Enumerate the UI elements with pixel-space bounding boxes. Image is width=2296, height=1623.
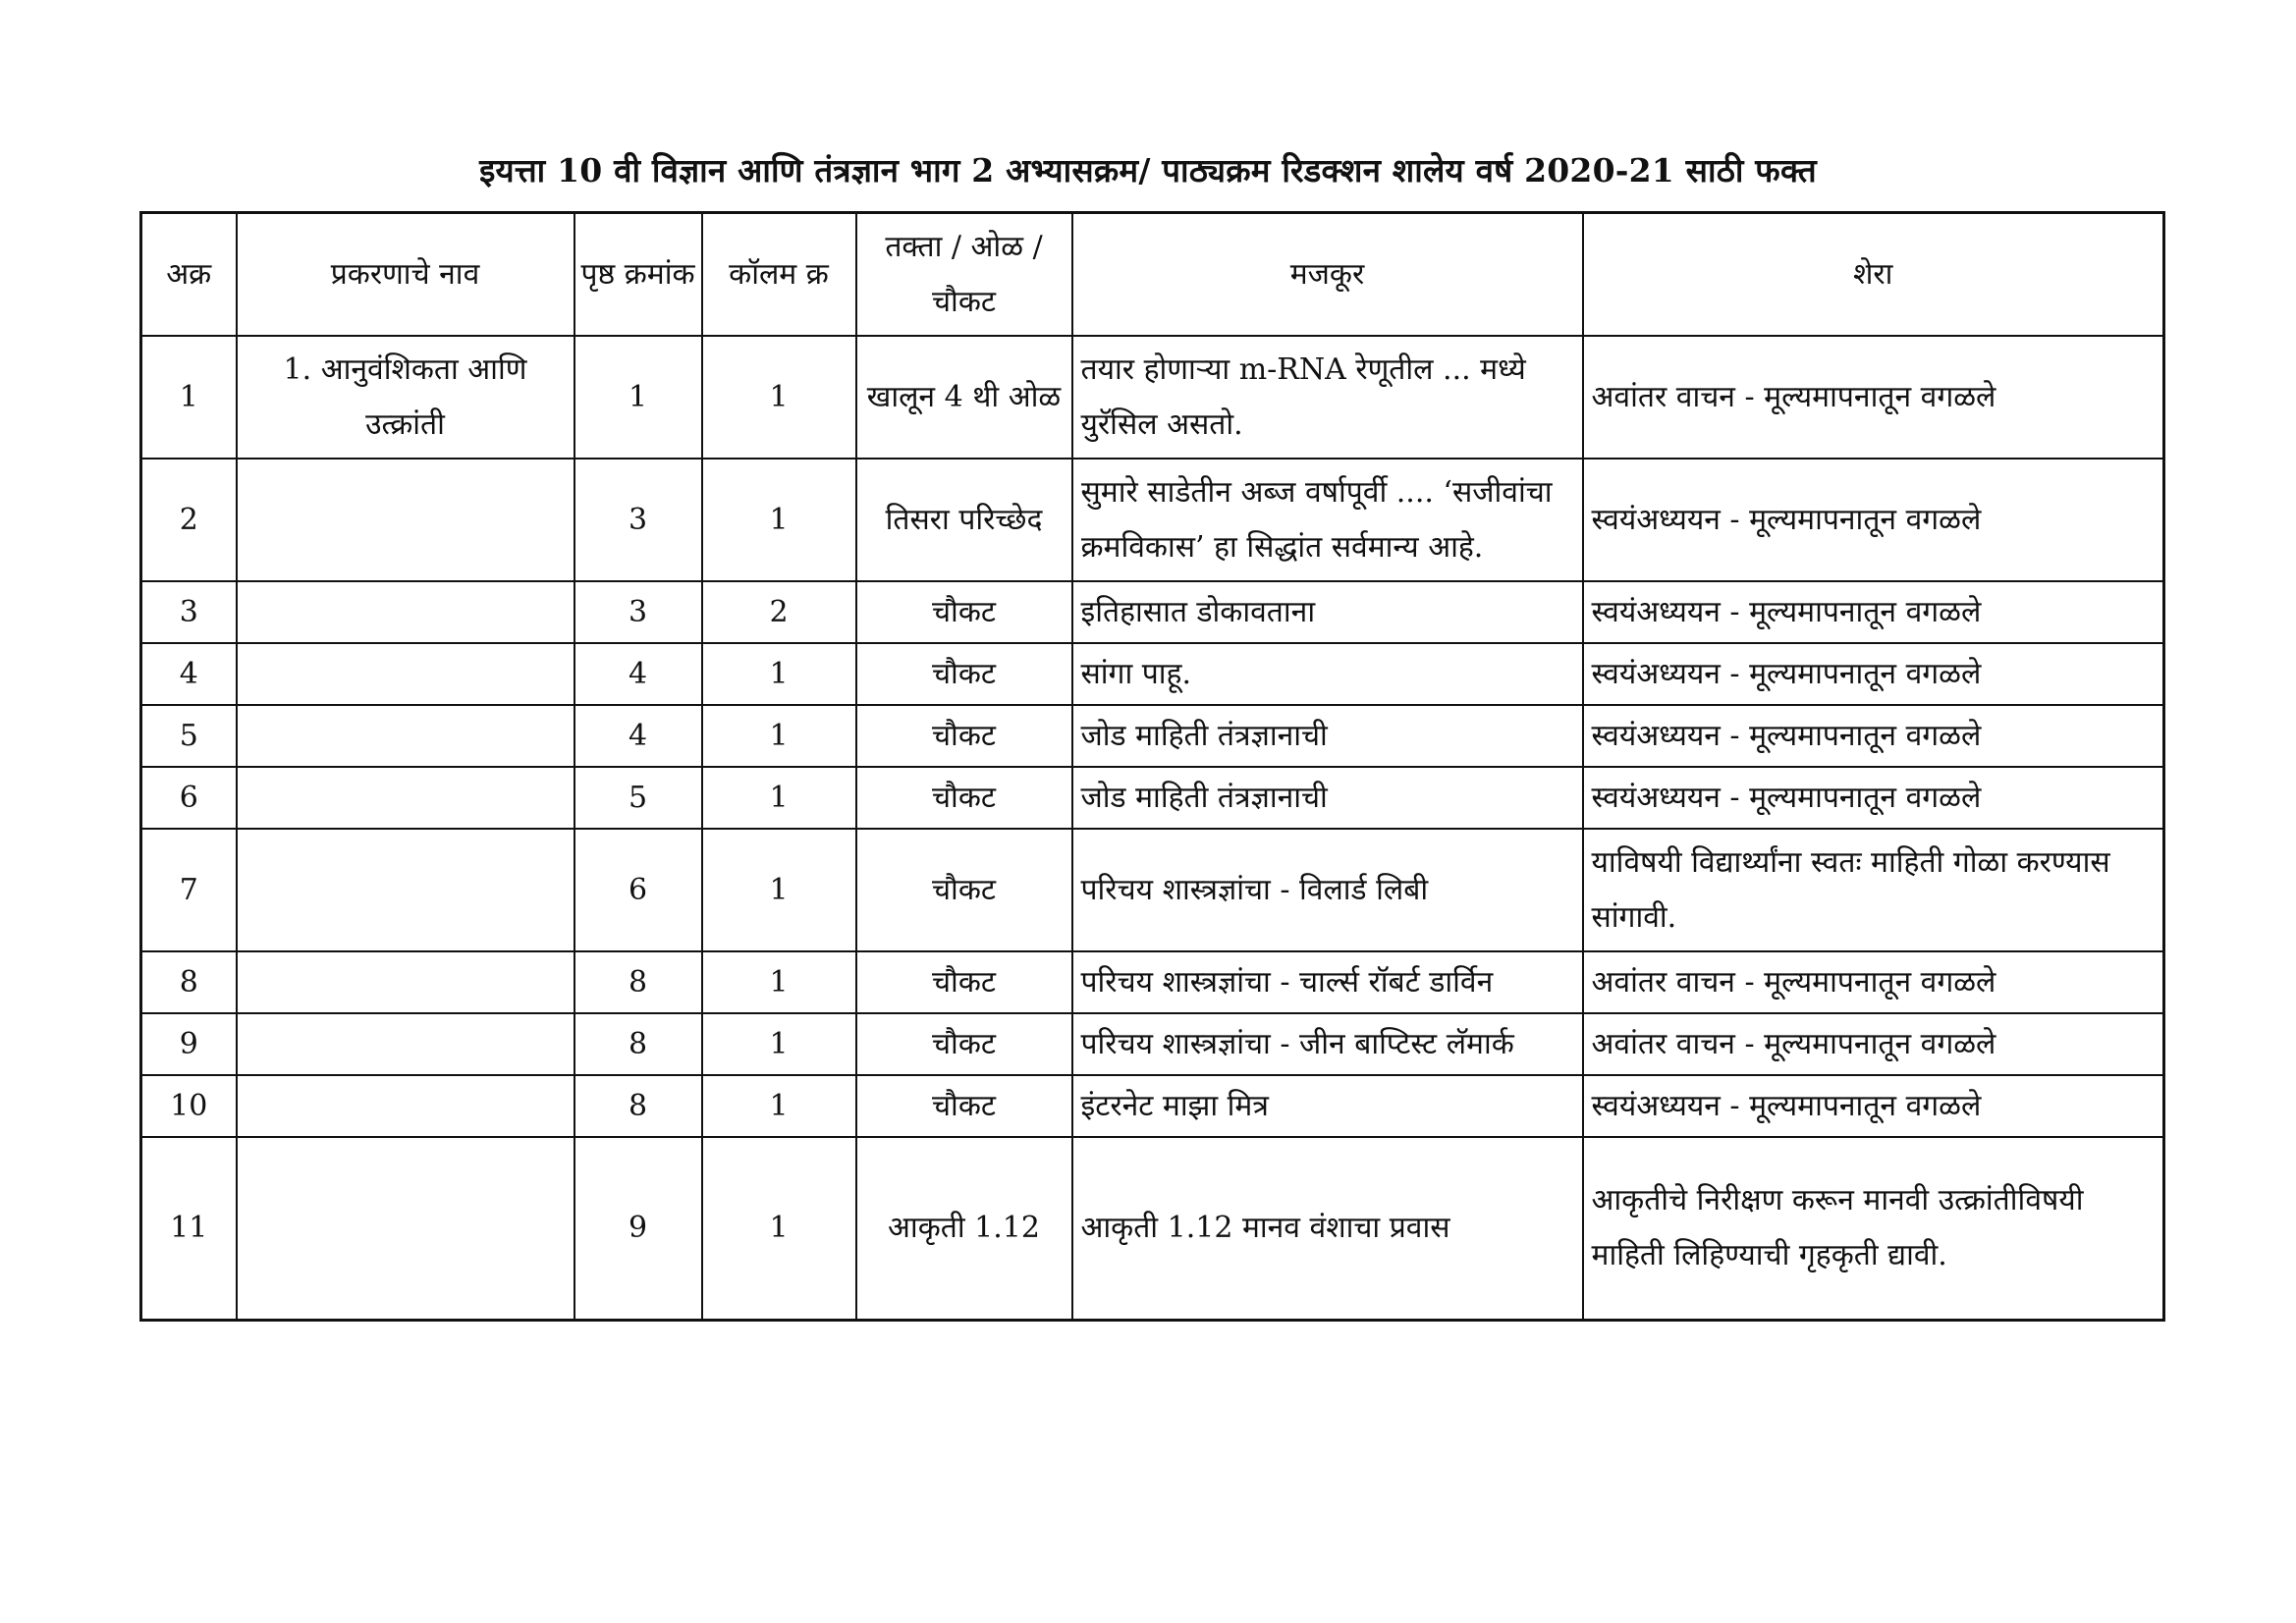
cell-remark: याविषयी विद्यार्थ्यांना स्वतः माहिती गोळा करण्यास सांगावी.: [1583, 829, 2164, 951]
cell-location: चौकट: [856, 1075, 1072, 1137]
cell-chapter: [237, 459, 574, 581]
cell-column: 1: [702, 1013, 856, 1075]
syllabus-reduction-table: [139, 211, 2165, 1322]
cell-location: चौकट: [856, 643, 1072, 705]
cell-content-text: सुमारे साडेतीन अब्ज वर्षापूर्वी .... ‘सजीवांचा क्रमविकास’ हा सिद्धांत सर्वमान्य आहे.: [1080, 474, 1553, 565]
cell-page: 6: [574, 829, 702, 951]
cell-location: खालून 4 थी ओळ: [856, 336, 1072, 459]
cell-sr: 11: [141, 1137, 237, 1321]
table-row: [141, 705, 2164, 767]
cell-remark: अवांतर वाचन - मूल्यमापनातून वगळले: [1583, 951, 2164, 1013]
table-row: [141, 581, 2164, 643]
cell-location: चौकट: [856, 951, 1072, 1013]
cell-sr: 9: [141, 1013, 237, 1075]
cell-column: 1: [702, 459, 856, 581]
cell-page: 3: [574, 581, 702, 643]
cell-sr: 3: [141, 581, 237, 643]
cell-content: सांगा पाहू.: [1072, 643, 1583, 705]
header-sr: अक्र: [141, 213, 237, 337]
header-remark: शेरा: [1583, 213, 2164, 337]
cell-content: परिचय शास्त्रज्ञांचा - जीन बाप्टिस्ट लॅमार्क: [1072, 1013, 1583, 1075]
cell-column: 1: [702, 336, 856, 459]
table-row: [141, 951, 2164, 1013]
table-row: [141, 643, 2164, 705]
cell-page: 8: [574, 1075, 702, 1137]
cell-remark: स्वयंअध्ययन - मूल्यमापनातून वगळले: [1583, 767, 2164, 829]
cell-location: चौकट: [856, 581, 1072, 643]
cell-page: 5: [574, 767, 702, 829]
cell-remark: स्वयंअध्ययन - मूल्यमापनातून वगळले: [1583, 581, 2164, 643]
header-page: पृष्ठ क्रमांक: [574, 213, 702, 337]
cell-page: 1: [574, 336, 702, 459]
cell-chapter: [237, 705, 574, 767]
cell-column: 1: [702, 1075, 856, 1137]
cell-remark: अवांतर वाचन - मूल्यमापनातून वगळले: [1583, 1013, 2164, 1075]
cell-sr: 5: [141, 705, 237, 767]
cell-location: चौकट: [856, 705, 1072, 767]
cell-sr: 8: [141, 951, 237, 1013]
cell-sr: 4: [141, 643, 237, 705]
cell-column: 1: [702, 951, 856, 1013]
cell-remark: स्वयंअध्ययन - मूल्यमापनातून वगळले: [1583, 643, 2164, 705]
cell-page: 4: [574, 705, 702, 767]
table-row: [141, 1013, 2164, 1075]
cell-column: 2: [702, 581, 856, 643]
header-content: मजकूर: [1072, 213, 1583, 337]
cell-location: आकृती 1.12: [856, 1137, 1072, 1321]
header-row: [141, 213, 2164, 337]
cell-content: परिचय शास्त्रज्ञांचा - विलार्ड लिबी: [1072, 829, 1583, 951]
cell-remark: स्वयंअध्ययन - मूल्यमापनातून वगळले: [1583, 705, 2164, 767]
cell-column: 1: [702, 829, 856, 951]
cell-column: 1: [702, 705, 856, 767]
cell-content: इंटरनेट माझा मित्र: [1072, 1075, 1583, 1137]
cell-sr: 1: [141, 336, 237, 459]
cell-chapter: [237, 951, 574, 1013]
cell-chapter: [237, 1013, 574, 1075]
header-column: कॉलम क्र: [702, 213, 856, 337]
cell-remark: आकृतीचे निरीक्षण करून मानवी उत्क्रांतीविषयी माहिती लिहिण्याची गृहकृती द्यावी.: [1583, 1137, 2164, 1321]
cell-content: तयार होणाऱ्या m-RNA रेणूतील ... मध्ये युरॅसिल असतो.: [1072, 336, 1583, 459]
table-row: [141, 1137, 2164, 1321]
cell-location: तिसरा परिच्छेद: [856, 459, 1072, 581]
cell-chapter: [237, 1137, 574, 1321]
document-title: इयत्ता 10 वी विज्ञान आणि तंत्रज्ञान भाग 2 अभ्यासक्रम/ पाठ्यक्रम रिडक्शन शालेय वर्ष 2020-21 साठी फक्त: [479, 151, 1817, 189]
cell-page: 8: [574, 1013, 702, 1075]
cell-location: चौकट: [856, 829, 1072, 951]
cell-remark: स्वयंअध्ययन - मूल्यमापनातून वगळले: [1583, 459, 2164, 581]
header-chapter: प्रकरणाचे नाव: [237, 213, 574, 337]
cell-content: परिचय शास्त्रज्ञांचा - चार्ल्स रॉबर्ट डार्विन: [1072, 951, 1583, 1013]
cell-page: 8: [574, 951, 702, 1013]
cell-sr: 6: [141, 767, 237, 829]
cell-column: 1: [702, 643, 856, 705]
cell-column: 1: [702, 1137, 856, 1321]
table-row: [141, 1075, 2164, 1137]
cell-chapter: [237, 581, 574, 643]
cell-remark: स्वयंअध्ययन - मूल्यमापनातून वगळले: [1583, 1075, 2164, 1137]
table-row: [141, 767, 2164, 829]
cell-content: जोड माहिती तंत्रज्ञानाची: [1072, 767, 1583, 829]
cell-content: [1072, 459, 1583, 581]
cell-sr: 10: [141, 1075, 237, 1137]
cell-chapter: [237, 829, 574, 951]
cell-location: चौकट: [856, 1013, 1072, 1075]
cell-chapter: 1. आनुवंशिकता आणि उत्क्रांती: [237, 336, 574, 459]
cell-column: 1: [702, 767, 856, 829]
cell-chapter: [237, 767, 574, 829]
cell-content: जोड माहिती तंत्रज्ञानाची: [1072, 705, 1583, 767]
cell-page: 4: [574, 643, 702, 705]
cell-content: इतिहासात डोकावताना: [1072, 581, 1583, 643]
cell-remark: अवांतर वाचन - मूल्यमापनातून वगळले: [1583, 336, 2164, 459]
cell-sr: 2: [141, 459, 237, 581]
table-row: [141, 336, 2164, 459]
cell-chapter: [237, 643, 574, 705]
table-row: [141, 829, 2164, 951]
table-row: [141, 459, 2164, 581]
cell-content: आकृती 1.12 मानव वंशाचा प्रवास: [1072, 1137, 1583, 1321]
cell-page: 9: [574, 1137, 702, 1321]
cell-sr: 7: [141, 829, 237, 951]
cell-chapter: [237, 1075, 574, 1137]
cell-page: 3: [574, 459, 702, 581]
cell-location: चौकट: [856, 767, 1072, 829]
header-location: तक्ता / ओळ / चौकट: [856, 213, 1072, 337]
